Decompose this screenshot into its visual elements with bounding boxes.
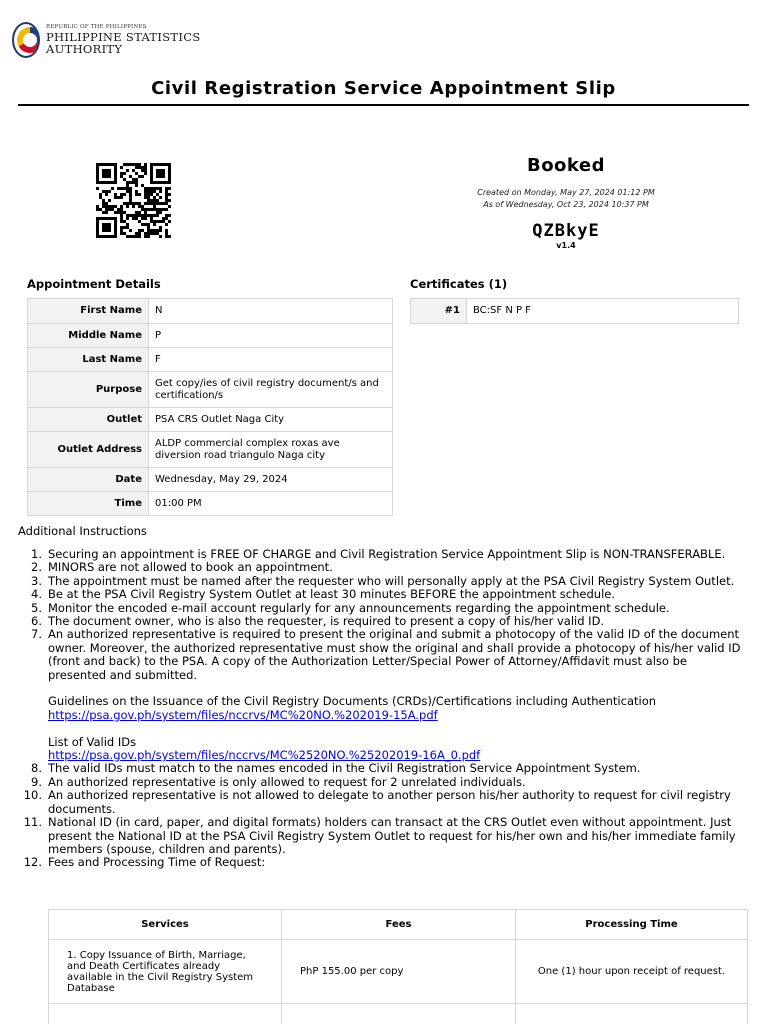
table-row (28, 372, 393, 408)
row-label: Time (28, 492, 149, 516)
additional-instructions-heading: Additional Instructions (18, 524, 147, 538)
list-item (18, 548, 748, 561)
row-value: Wednesday, May 29, 2024 (149, 468, 393, 492)
row-label: Purpose (28, 372, 149, 408)
logo-big-text: PHILIPPINE STATISTICS AUTHORITY (46, 30, 201, 56)
page-title: Civil Registration Service Appointment Slip (151, 78, 616, 99)
service-cell: 1. Copy Issuance of Birth, Marriage, and Death Certificates already available in the Civil Registry System Database (49, 940, 282, 1004)
list-text: Securing an appointment is FREE OF CHARGE and Civil Registration Service Appointment Slip is NON-TRANSFERABLE. (48, 547, 726, 561)
list-number: 7. (31, 627, 42, 642)
list-item (18, 615, 748, 628)
instructions-list (18, 548, 748, 870)
list-text: Monitor the encoded e-mail account regularly for any announcements regarding the appointment schedule. (48, 600, 670, 615)
table-row (411, 299, 739, 324)
row-value: F (149, 348, 393, 372)
list-text: The appointment must be named after the requester who will personally apply at the PSA Civil Registry System Outlet. (48, 573, 735, 588)
column-header-fees: Fees (282, 910, 516, 940)
row-label: First Name (28, 299, 149, 324)
list-item (18, 561, 748, 574)
row-label: Date (28, 468, 149, 492)
column-header-processing-time: Processing Time (516, 910, 748, 940)
fee-cell: PhP 155.00 per copy (282, 940, 516, 1004)
fee-cell (282, 1004, 516, 1024)
column-header-services: Services (49, 910, 282, 940)
processing-time-cell: One (1) hour upon receipt of request. (516, 940, 748, 1004)
psa-seal-icon (12, 22, 40, 58)
guidelines-text: Guidelines on the Issuance of the Civil Registry Documents (CRDs)/Certifications including Authentication (48, 694, 657, 709)
certificate-number: #1 (411, 299, 467, 324)
list-number: 6. (31, 614, 42, 629)
table-row (28, 348, 393, 372)
list-item (18, 602, 748, 615)
row-label: Middle Name (28, 324, 149, 348)
logo-small-text: REPUBLIC OF THE PHILIPPINES (46, 23, 147, 30)
list-number: 4. (31, 587, 42, 602)
booking-status: Booked (526, 155, 606, 176)
list-number: 2. (31, 560, 42, 575)
certificates-heading: Certificates (1) (410, 277, 508, 291)
row-label: Outlet Address (28, 432, 149, 468)
table-row (28, 432, 393, 468)
list-number: 5. (31, 600, 42, 615)
appointment-details-table (27, 298, 393, 516)
booking-status-block (446, 155, 686, 250)
table-row (28, 324, 393, 348)
row-value: ALDP commercial complex roxas ave diversion road triangulo Naga city (149, 432, 393, 468)
as-of-timestamp: As of Wednesday, Oct 23, 2024 10:37 PM (483, 200, 649, 209)
list-number: 11. (23, 815, 42, 830)
list-number: 10. (23, 788, 42, 803)
service-cell (49, 1004, 282, 1024)
list-item (18, 628, 748, 682)
list-item (18, 816, 748, 856)
row-value: 01:00 PM (149, 492, 393, 516)
version-label: v1.4 (556, 241, 576, 250)
psa-logo (12, 18, 222, 62)
list-item (18, 588, 748, 601)
list-text: National ID (in card, paper, and digital formats) holders can transact at the CRS Outlet even without appointment. Just present the National ID at the PSA Civil Registry System Outlet to request for his/her own and his/her immediate family members (spouse, children and parents). (48, 815, 736, 856)
table-row (28, 468, 393, 492)
list-text: An authorized representative is not allowed to delegate to another person his/her authority to request for civil registry documents. (48, 788, 731, 816)
certificates-table (410, 298, 739, 324)
certificate-value: BC:SF N P F (467, 299, 739, 324)
table-row (28, 492, 393, 516)
table-row (28, 299, 393, 324)
list-number: 9. (31, 774, 42, 789)
processing-time-cell (516, 1004, 748, 1024)
row-value: PSA CRS Outlet Naga City (149, 408, 393, 432)
list-number: 8. (31, 761, 42, 776)
table-row (49, 1004, 748, 1024)
row-label: Outlet (28, 408, 149, 432)
table-row (28, 408, 393, 432)
row-value: Get copy/ies of civil registry document/s and certification/s (149, 372, 393, 408)
list-item (18, 789, 748, 816)
list-text: An authorized representative is only allowed to request for 2 unrelated individuals. (48, 774, 526, 789)
appointment-details-heading: Appointment Details (27, 277, 161, 291)
created-timestamp: Created on Monday, May 27, 2024 01:12 PM (477, 188, 655, 197)
guidelines-link[interactable]: https://psa.gov.ph/system/files/nccrvs/MC%20NO.%202019-15A.pdf (48, 707, 438, 722)
list-item (18, 776, 748, 789)
list-item (18, 762, 748, 775)
valid-ids-link[interactable]: https://psa.gov.ph/system/files/nccrvs/MC%2520NO.%25202019-16A_0.pdf (48, 748, 481, 763)
table-header-row (49, 910, 748, 940)
list-number: 1. (31, 547, 42, 561)
list-text: MINORS are not allowed to book an appointment. (48, 560, 333, 575)
list-text: Fees and Processing Time of Request: (48, 855, 266, 870)
table-row (49, 940, 748, 1004)
reference-code: QZBkyE (532, 221, 600, 241)
list-text: Be at the PSA Civil Registry System Outlet at least 30 minutes BEFORE the appointment schedule. (48, 587, 616, 602)
list-number: 12. (23, 855, 42, 870)
list-text: An authorized representative is required to present the original and submit a photocopy of the valid ID of the document owner. Moreover, the authorized representative must show the original and shall provide a photocopy of his/her valid ID (front and back) to the PSA. A copy of the Authorization Letter/Special Power of Attorney/Affidavit must also be presented and submitted. (48, 627, 741, 682)
row-value: N (149, 299, 393, 324)
fees-table (48, 909, 748, 1024)
list-number: 3. (31, 573, 42, 588)
list-item (18, 575, 748, 588)
list-text: The document owner, who is also the requester, is required to present a copy of his/her valid ID. (48, 614, 605, 629)
title-divider (18, 104, 749, 106)
valid-ids-text: List of Valid IDs (48, 734, 137, 749)
list-item (18, 856, 748, 869)
qr-code-icon (96, 163, 171, 238)
row-label: Last Name (28, 348, 149, 372)
row-value: P (149, 324, 393, 348)
list-text: The valid IDs must match to the names encoded in the Civil Registration Service Appointment System. (48, 761, 641, 776)
